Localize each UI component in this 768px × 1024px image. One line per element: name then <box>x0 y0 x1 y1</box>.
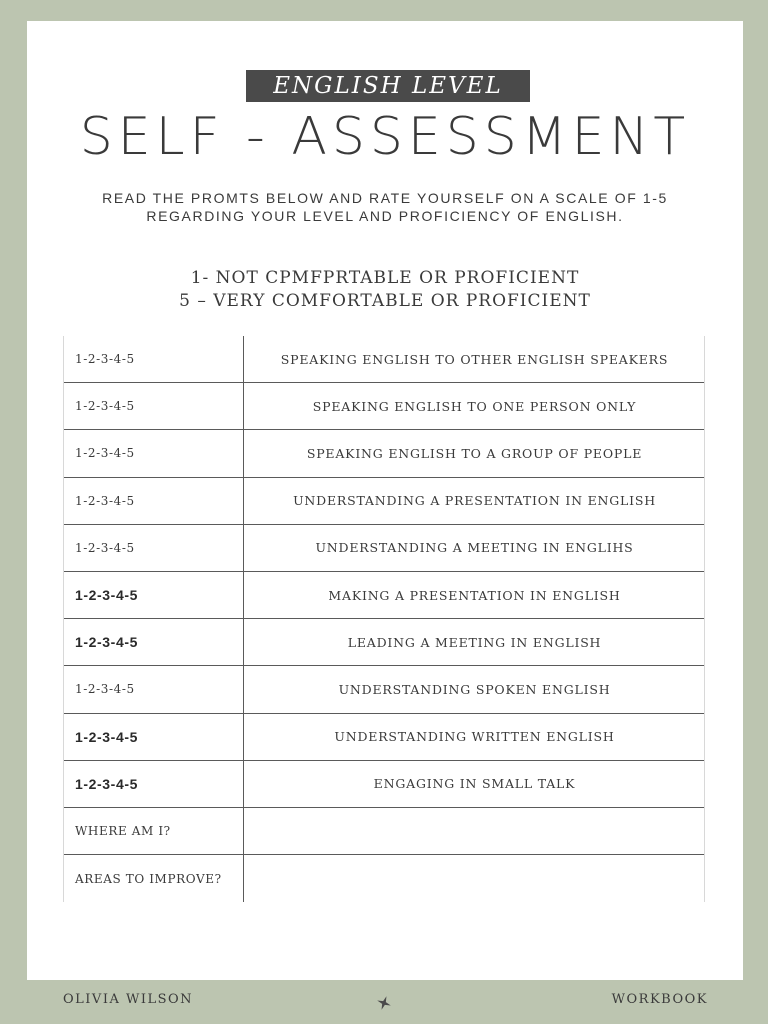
rating-cell[interactable]: 1-2-3-4-5 <box>63 714 244 760</box>
rating-cell[interactable]: 1-2-3-4-5 <box>63 525 244 571</box>
rating-scale-legend <box>27 267 743 313</box>
rating-cell[interactable]: WHERE AM I? <box>63 808 244 854</box>
table-row <box>63 525 705 572</box>
table-row <box>63 808 705 855</box>
rating-cell[interactable]: 1-2-3-4-5 <box>63 430 244 476</box>
worksheet-page <box>27 21 743 980</box>
prompt-cell: ENGAGING IN SMALL TALK <box>373 776 576 792</box>
footer-label: WORKBOOK <box>611 992 708 1007</box>
table-row <box>63 383 705 430</box>
rating-cell[interactable]: 1-2-3-4-5 <box>63 761 244 807</box>
footer-author: OLIVIA WILSON <box>63 992 194 1007</box>
instructions-line-1: READ THE PROMTS BELOW AND RATE YOURSELF ON A SCALE OF 1-5 <box>102 190 668 206</box>
instructions <box>67 189 703 225</box>
prompt-cell: UNDERSTANDING WRITTEN ENGLISH <box>334 729 615 745</box>
table-row <box>63 572 705 619</box>
instructions-line-2: REGARDING YOUR LEVEL AND PROFICIENCY OF ENGLISH. <box>146 208 624 224</box>
prompt-cell: LEADING A MEETING IN ENGLISH <box>347 634 602 650</box>
rating-cell[interactable]: AREAS TO IMPROVE? <box>63 855 244 902</box>
assessment-table <box>63 336 705 902</box>
prompt-cell: UNDERSTANDING A PRESENTATION IN ENGLISH <box>293 493 656 509</box>
scale-high: 5 – VERY COMFORTABLE OR PROFICIENT <box>179 291 591 311</box>
prompt-cell: UNDERSTANDING A MEETING IN ENGLIHS <box>315 540 634 556</box>
english-level-tag: ENGLISH LEVEL <box>246 70 530 102</box>
star-icon <box>375 994 393 1012</box>
table-row <box>63 619 705 666</box>
prompt-cell: MAKING A PRESENTATION IN ENGLISH <box>328 587 621 603</box>
table-row <box>63 336 705 383</box>
table-row <box>63 430 705 477</box>
rating-cell[interactable]: 1-2-3-4-5 <box>63 478 244 524</box>
prompt-cell: SPEAKING ENGLISH TO ONE PERSON ONLY <box>312 398 637 414</box>
rating-cell[interactable]: 1-2-3-4-5 <box>63 572 244 618</box>
rating-cell[interactable]: 1-2-3-4-5 <box>63 336 244 382</box>
rating-cell[interactable]: 1-2-3-4-5 <box>63 619 244 665</box>
table-row <box>63 714 705 761</box>
table-row <box>63 761 705 808</box>
table-row <box>63 478 705 525</box>
rating-cell[interactable]: 1-2-3-4-5 <box>63 666 244 712</box>
table-row <box>63 855 705 902</box>
prompt-cell: SPEAKING ENGLISH TO A GROUP OF PEOPLE <box>306 445 643 461</box>
prompt-cell[interactable] <box>244 855 705 902</box>
page-title: SELF - ASSESSMENT <box>79 107 691 167</box>
scale-low: 1- NOT CPMFPRTABLE OR PROFICIENT <box>190 268 580 288</box>
prompt-cell: UNDERSTANDING SPOKEN ENGLISH <box>338 681 611 697</box>
prompt-cell[interactable] <box>244 808 705 854</box>
table-row <box>63 666 705 713</box>
rating-cell[interactable]: 1-2-3-4-5 <box>63 383 244 429</box>
prompt-cell: SPEAKING ENGLISH TO OTHER ENGLISH SPEAKERS <box>280 351 669 367</box>
